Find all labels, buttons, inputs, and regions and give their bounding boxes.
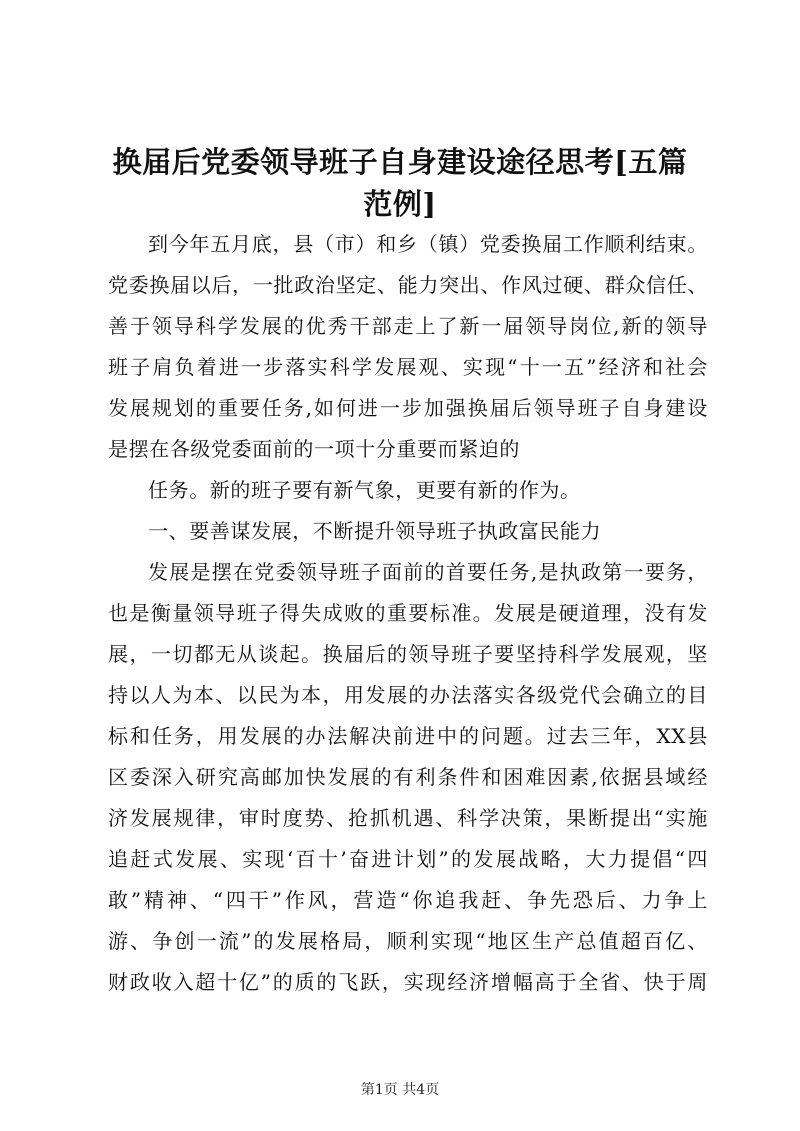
body-line: 标和任务，用发展的办法解决前进中的问题。过去三年，XX县 [108,724,708,748]
body-line: 善于领导科学发展的优秀干部走上了新一届领导岗位,新的领导 [108,314,708,338]
body-line: 持以人为本、以民为本，用发展的办法落实各级党代会确立的目 [108,683,708,707]
body-line: 发展规划的重要任务,如何进一步加强换届后领导班子自身建设 [108,396,708,420]
body-line: 展，一切都无从谈起。换届后的领导班子要坚持科学发展观，坚 [108,642,708,666]
body-line: 是摆在各级党委面前的一项十分重要而紧迫的 [108,437,520,461]
body-line: 发展是摆在党委领导班子面前的首要任务,是执政第一要务， [148,560,708,584]
body-line: 党委换届以后，一批政治坚定、能力突出、作风过硬、群众信任、 [108,273,708,297]
document-title-line-2: 范例] [363,187,437,221]
body-line: 班子肩负着进一步落实科学发展观、实现“十一五”经济和社会 [108,355,708,379]
body-line: 追赶式发展、实现‘百十’奋进计划”的发展战略，大力提倡“四 [108,847,708,871]
body-line: 敢”精神、“四干”作风，营造“你追我赶、争先恐后、力争上 [108,888,708,912]
body-line: 区委深入研究高邮加快发展的有利条件和困难因素,依据县域经 [108,765,708,789]
page-footer: 第1页 共4页 [360,1082,440,1098]
body-line: 也是衡量领导班子得失成败的重要标准。发展是硬道理，没有发 [108,601,708,625]
body-line: 游、争创一流”的发展格局，顺利实现“地区生产总值超百亿、 [108,929,708,953]
body-line: 财政收入超十亿”的质的飞跃，实现经济增幅高于全省、快于周 [108,970,708,994]
body-line: 到今年五月底，县（市）和乡（镇）党委换届工作顺利结束。 [148,232,708,256]
document-title-line-1: 换届后党委领导班子自身建设途径思考[五篇 [112,145,688,179]
body-line: 任务。新的班子要有新气象，更要有新的作为。 [148,478,581,502]
section-heading: 一、要善谋发展，不断提升领导班子执政富民能力 [148,519,602,543]
body-line: 济发展规律，审时度势、抢抓机遇、科学决策，果断提出“实施 [108,806,708,830]
